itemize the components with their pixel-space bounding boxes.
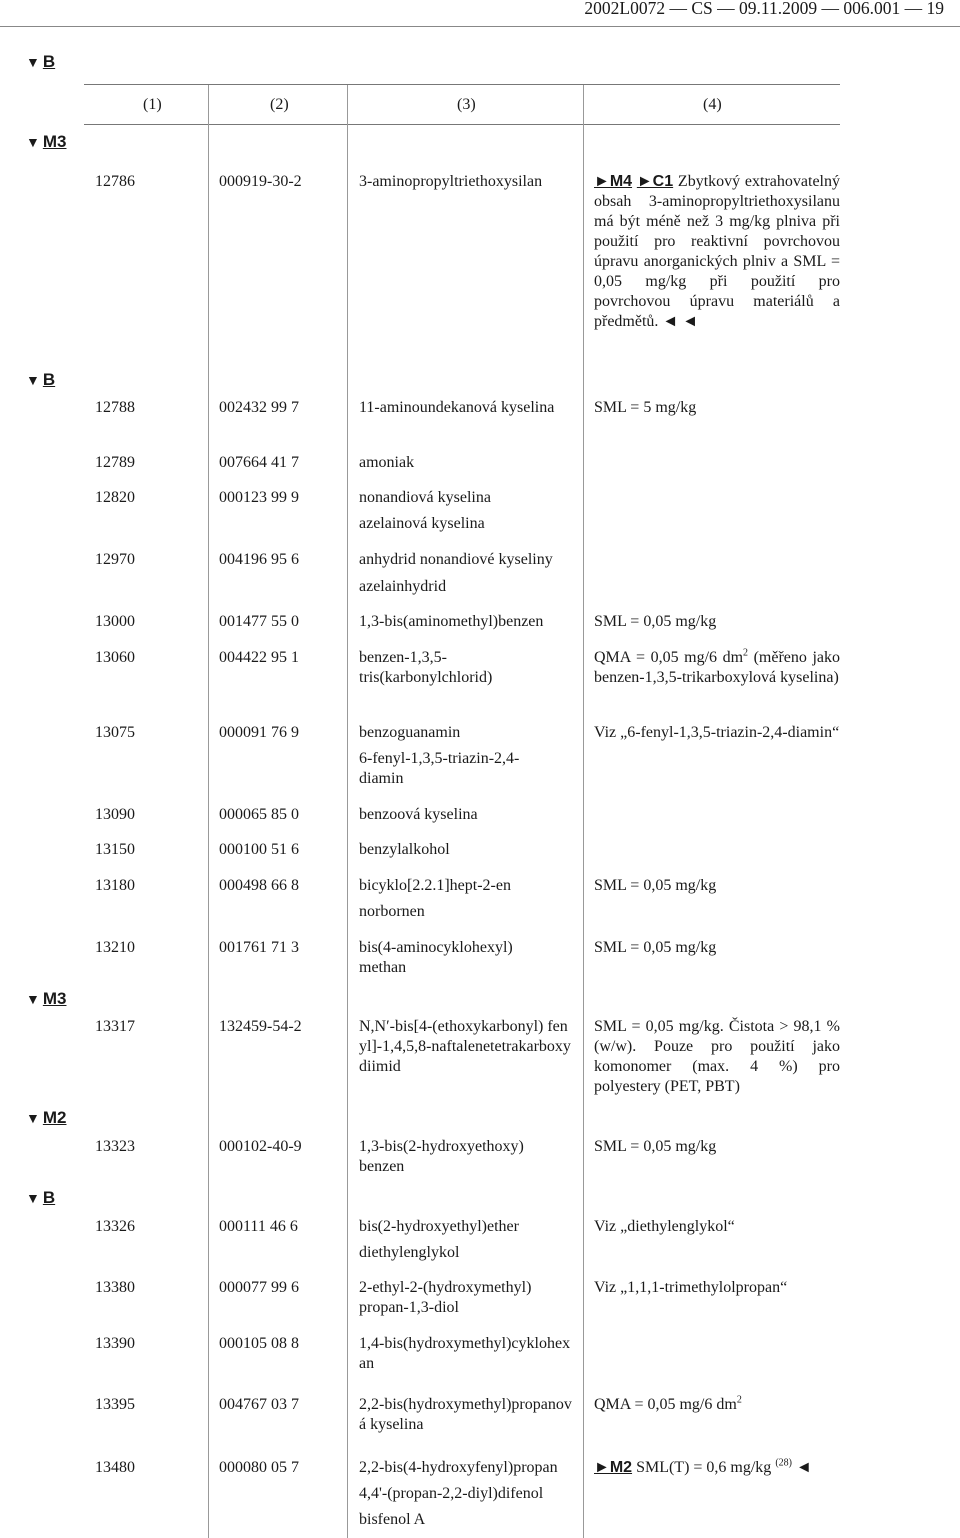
- cas-number: 004767 03 7: [219, 1396, 299, 1413]
- triangle-down-icon: ▼: [26, 1110, 40, 1126]
- cas-number: 000080 05 7: [219, 1459, 299, 1476]
- end-marker-icon: ◄ ◄: [658, 313, 699, 330]
- ref-number: 13395: [95, 1396, 135, 1413]
- column-header: (1): [143, 96, 162, 113]
- end-marker-icon: ◄: [791, 1459, 812, 1476]
- amendment-marker: ▼ B: [26, 52, 56, 71]
- cas-number: 000123 99 9: [219, 489, 299, 506]
- cas-number: 000111 46 6: [219, 1218, 298, 1235]
- restriction-text: SML = 0,05 mg/kg: [594, 877, 717, 894]
- substance-name: benzen-1,3,5-tris(karbonylchlorid): [359, 649, 493, 686]
- triangle-down-icon: ▼: [26, 54, 40, 70]
- restriction-text: ►M2 SML(T) = 0,6 mg/kg $^{(28)}$ ◄: [594, 1457, 812, 1476]
- amendment-marker: ▼ B: [26, 1188, 56, 1207]
- substance-synonym: 4,4'-(propan-2,2-diyl)difenol: [359, 1485, 544, 1502]
- cas-number: 004422 95 1: [219, 649, 299, 666]
- substance-name: benzoguanamin: [359, 724, 461, 741]
- column-header: (2): [270, 96, 289, 113]
- cas-number: 000102-40-9: [219, 1138, 302, 1155]
- page-header: 2002L0072 — CS — 09.11.2009 — 006.001 — 19: [584, 0, 944, 18]
- ref-number: 12789: [95, 454, 135, 471]
- ref-number: 13380: [95, 1279, 135, 1296]
- substance-name: 2-ethyl-2-(hydroxymethyl) propan-1,3-diol: [359, 1279, 532, 1316]
- ref-number: 13150: [95, 841, 135, 858]
- substance-name: benzoová kyselina: [359, 806, 478, 823]
- table-header-rule: [84, 84, 840, 85]
- ref-number: 13060: [95, 649, 135, 666]
- ref-number: 13075: [95, 724, 135, 741]
- amendment-marker: ▼ M3: [26, 132, 67, 151]
- ref-number: 12970: [95, 551, 135, 568]
- substance-name: bis(4-aminocyklohexyl) methan: [359, 939, 513, 976]
- cas-number: 004196 95 6: [219, 551, 299, 568]
- restriction-text: SML = 0,05 mg/kg. Čistota > 98,1 % (w/w). Pouze pro použití jako komonomer (max. 4 %) pro polyestery (PET, PBT): [594, 1018, 840, 1095]
- substance-name: bis(2-hydroxyethyl)ether: [359, 1218, 519, 1235]
- amendment-marker: ▼ M2: [26, 1108, 67, 1127]
- ref-number: 13317: [95, 1018, 135, 1035]
- substance-name: 3-aminopropyltriethoxysilan: [359, 173, 543, 190]
- substance-name: 2,2-bis(4-hydroxyfenyl)propan: [359, 1459, 558, 1476]
- ref-number: 13326: [95, 1218, 135, 1235]
- restriction-text: SML = 5 mg/kg: [594, 399, 697, 416]
- substance-name: benzylalkohol: [359, 841, 450, 858]
- amendment-marker: ▼ B: [26, 370, 56, 389]
- cas-number: 001761 71 3: [219, 939, 299, 956]
- ref-number: 13180: [95, 877, 135, 894]
- column-header: (4): [703, 96, 722, 113]
- ref-number: 13000: [95, 613, 135, 630]
- column-divider: [583, 85, 584, 1538]
- substance-name: 2,2-bis(hydroxymethyl)propanová kyselina: [359, 1396, 572, 1433]
- ref-number: 12820: [95, 489, 135, 506]
- cas-number: 007664 41 7: [219, 454, 299, 471]
- restriction-text: SML = 0,05 mg/kg: [594, 613, 717, 630]
- amendment-ref-m2: ►M2: [594, 1459, 633, 1476]
- column-divider: [208, 85, 209, 1538]
- substance-synonym: diethylenglykol: [359, 1244, 460, 1261]
- cas-number: 000100 51 6: [219, 841, 299, 858]
- restriction-text: QMA = 0,05 mg/6 $dm^2$: [594, 1394, 742, 1413]
- restriction-text: Viz „1,1,1-trimethylolpropan“: [594, 1279, 788, 1296]
- substance-name: anhydrid nonandiové kyseliny: [359, 551, 553, 568]
- substance-synonym: norbornen: [359, 903, 425, 920]
- ref-number: 13090: [95, 806, 135, 823]
- ref-number: 13480: [95, 1459, 135, 1476]
- table-header-rule: [84, 124, 840, 125]
- triangle-down-icon: ▼: [26, 134, 40, 150]
- substance-name: 1,3-bis(2-hydroxyethoxy) benzen: [359, 1138, 524, 1175]
- substance-name: 11-aminoundekanová kyselina: [359, 399, 555, 416]
- restriction-text: Viz „diethylenglykol“: [594, 1218, 735, 1235]
- substance-synonym: bisfenol A: [359, 1511, 426, 1528]
- substance-name: amoniak: [359, 454, 415, 471]
- substance-synonym: azelainová kyselina: [359, 515, 485, 532]
- amendment-marker: ▼ M3: [26, 989, 67, 1008]
- substance-name: 1,4-bis(hydroxymethyl)cyklohexan: [359, 1335, 571, 1372]
- cas-number: 000105 08 8: [219, 1335, 299, 1352]
- cas-number: 000498 66 8: [219, 877, 299, 894]
- substance-synonym: 6-fenyl-1,3,5-triazin-2,4-diamin: [359, 750, 520, 787]
- restriction-text: Viz „6-fenyl-1,3,5-triazin-2,4-diamin“: [594, 724, 840, 741]
- cas-number: 001477 55 0: [219, 613, 299, 630]
- amendment-ref-c1: ►C1: [636, 173, 674, 190]
- triangle-down-icon: ▼: [26, 372, 40, 388]
- triangle-down-icon: ▼: [26, 1190, 40, 1206]
- ref-number: 13390: [95, 1335, 135, 1352]
- ref-number: 13210: [95, 939, 135, 956]
- substance-name: N,N′-bis[4-(ethoxykarbonyl) fenyl]-1,4,5,8-naftalenetetrakarboxydiimid: [359, 1018, 571, 1075]
- substance-name: bicyklo[2.2.1]hept-2-en: [359, 877, 511, 894]
- ref-number: 12788: [95, 399, 135, 416]
- substance-name: nonandiová kyselina: [359, 489, 491, 506]
- cas-number: 000091 76 9: [219, 724, 299, 741]
- ref-number: 13323: [95, 1138, 135, 1155]
- column-divider: [347, 85, 348, 1538]
- cas-number: 000919-30-2: [219, 173, 302, 190]
- restriction-text: SML = 0,05 mg/kg: [594, 1138, 717, 1155]
- substance-name: 1,3-bis(aminomethyl)benzen: [359, 613, 544, 630]
- header-rule: [0, 26, 960, 27]
- substance-synonym: azelainhydrid: [359, 578, 447, 595]
- restriction-text: ►M4 ►C1 Zbytkový extrahovatelný obsah 3-aminopropyltriethoxysilanu má být méně než 3 mg/kg plniva při použití pro reaktivní povrchovou úpravu anorganických plniv a SML = 0,05 mg/kg při použití pro povrchovou úpravu materiálů a předmětů. ◄ ◄: [594, 173, 840, 330]
- amendment-ref-m4: ►M4: [594, 173, 633, 190]
- column-header: (3): [457, 96, 476, 113]
- cas-number: 000065 85 0: [219, 806, 299, 823]
- cas-number: 132459-54-2: [219, 1018, 302, 1035]
- triangle-down-icon: ▼: [26, 991, 40, 1007]
- restriction-text: QMA = 0,05 mg/6 $dm^2$ (měřeno jako benzen-1,3,5-trikarboxylová kyselina): [594, 647, 840, 686]
- restriction-text: SML = 0,05 mg/kg: [594, 939, 717, 956]
- cas-number: 002432 99 7: [219, 399, 299, 416]
- cas-number: 000077 99 6: [219, 1279, 299, 1296]
- ref-number: 12786: [95, 173, 135, 190]
